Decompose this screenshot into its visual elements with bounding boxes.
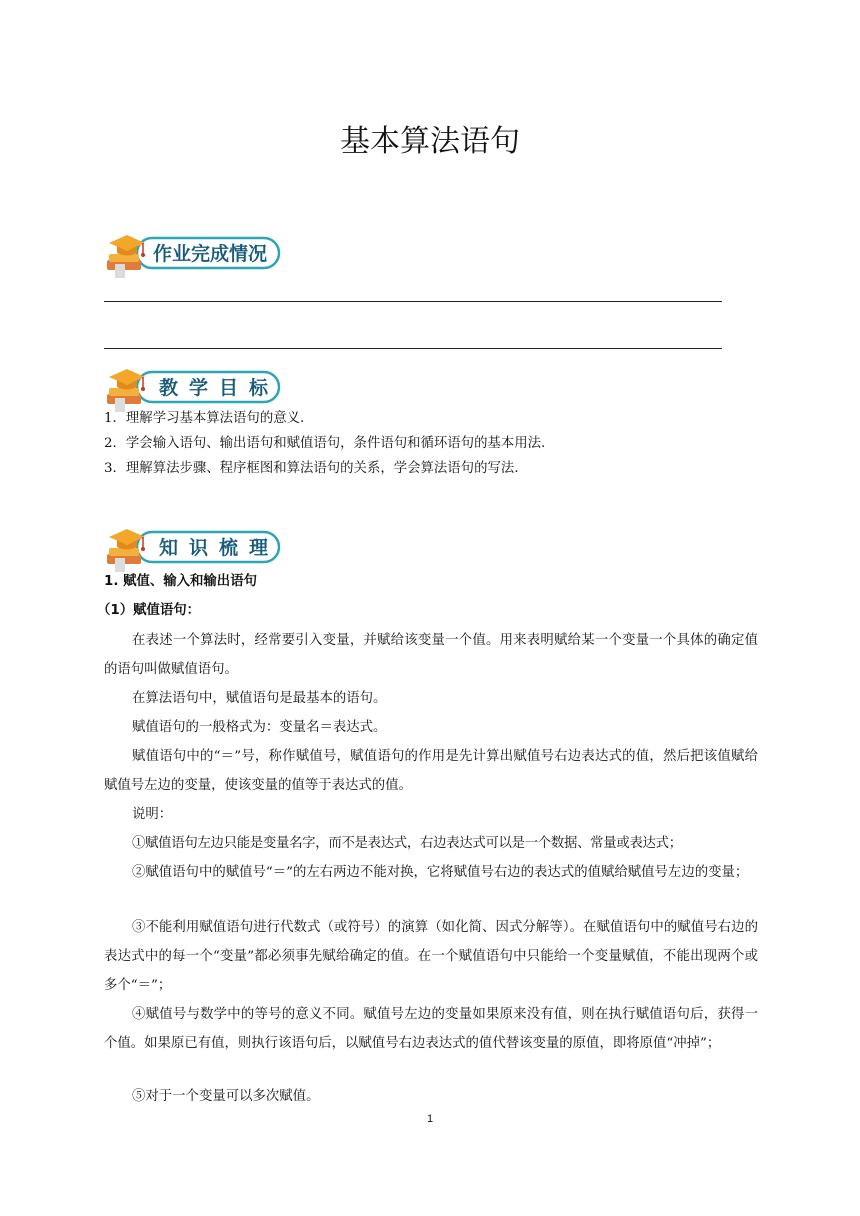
paragraph: ②赋值语句中的赋值号“＝”的左右两边不能对换，它将赋值号右边的表达式的值赋给赋值号左边的变量； [132, 865, 749, 880]
paragraph: 在算法语句中，赋值语句是最基本的语句。 [132, 691, 387, 706]
paragraph: 赋值语句中的“＝”号，称作赋值号，赋值语句的作用是先计算出赋值号右边表达式的值，然后把该值赋给赋值号左边的变量，使该变量的值等于表达式的值。 [104, 749, 758, 793]
paragraph: ①赋值语句左边只能是变量名字，而不是表达式，右边表达式可以是一个数据、常量或表达式； [132, 836, 682, 851]
subsection-heading: （1）赋值语句： [97, 603, 201, 618]
page-title: 基本算法语句 [340, 124, 520, 159]
paragraph: 在表述一个算法时，经常要引入变量，并赋给该变量一个值。用来表明赋给某一个变量一个具体的确定值的语句叫做赋值语句。 [104, 633, 758, 677]
objective-item: 2．学会输入语句、输出语句和赋值语句，条件语句和循环语句的基本用法. [104, 436, 546, 451]
section-title-objectives: 教学目标 [159, 377, 280, 399]
paragraph: 赋值语句的一般格式为：变量名＝表达式。 [132, 720, 387, 735]
paragraph: ③不能利用赋值语句进行代数式（或符号）的演算（如化简、因式分解等）。在赋值语句中的赋值号右边的表达式中的每一个“变量”都必须事先赋给确定的值。在一个赋值语句中只能给一个变量赋值，不能出现两个或多个“＝”； [104, 920, 758, 993]
paragraph: 说明： [132, 807, 173, 822]
answer-line [104, 301, 722, 302]
objective-item: 1．理解学习基本算法语句的意义. [104, 411, 305, 426]
section-badge-knowledge [103, 524, 281, 572]
section-title-knowledge: 知识梳理 [159, 537, 280, 559]
section-title-homework: 作业完成情况 [153, 243, 268, 265]
section-heading: 1. 赋值、输入和输出语句 [104, 574, 257, 589]
answer-line [104, 348, 722, 349]
objective-item: 3．理解算法步骤、程序框图和算法语句的关系，学会算法语句的写法. [104, 461, 519, 476]
section-badge-objectives [103, 364, 281, 412]
section-badge-homework [103, 230, 281, 278]
paragraph: ⑤对于一个变量可以多次赋值。 [132, 1089, 320, 1104]
page-number: 1 [426, 1113, 434, 1125]
paragraph: ④赋值号与数学中的等号的意义不同。赋值号左边的变量如果原来没有值，则在执行赋值语句后，获得一个值。如果原已有值，则执行该语句后，以赋值号右边表达式的值代替该变量的原值，即将原值“冲掉”； [104, 1007, 758, 1051]
